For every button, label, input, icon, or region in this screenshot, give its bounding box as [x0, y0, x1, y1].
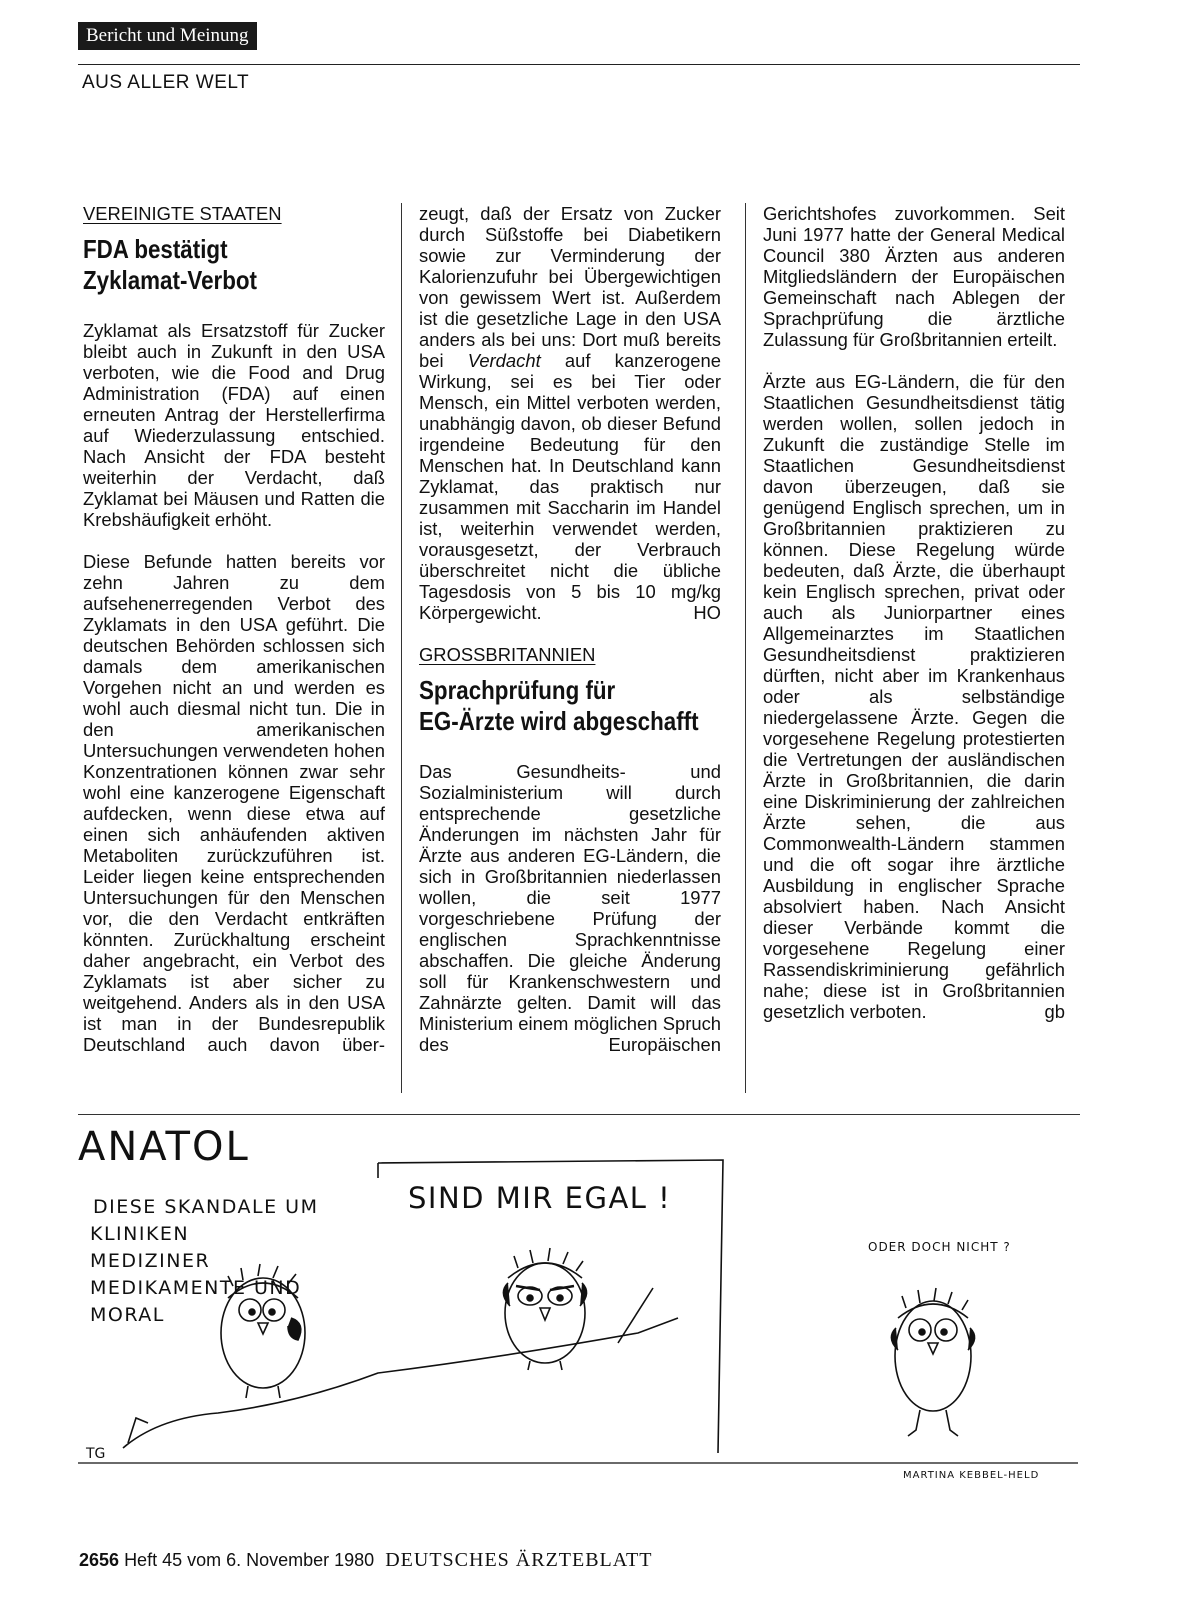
rubric: AUS ALLER WELT [82, 72, 250, 93]
panel1-line5: MORAL [90, 1304, 165, 1326]
section-label: Bericht und Meinung [78, 22, 257, 50]
panel1-line1: DIESE SKANDALE UM [93, 1196, 319, 1218]
article2-country: GROSSBRITANNIEN [419, 644, 596, 665]
comic-title: ANATOL [78, 1124, 250, 1170]
magazine-title: DEUTSCHES ÄRZTEBLATT [385, 1549, 653, 1571]
page-footer [79, 1549, 652, 1572]
issue-info: Heft 45 vom 6. November 1980 [124, 1550, 375, 1570]
owl-right [891, 1288, 974, 1436]
owl-middle [503, 1248, 586, 1370]
article2-paragraph-2: Ärzte aus EG-Ländern, die für den Staatlichen Gesundheitsdienst tätig werden wollen, sollen jedoch in Zukunft die zuständige Stelle im Staatlichen Gesundheitsdienst davon überzeugen, daß sie genügend Englisch sprechen, um in Großbritannien praktizieren zu können. Diese Regelung würde bedeuten, daß Ärzte, die überhaupt kein Englisch sprechen, privat oder auch als Juniorpartner eines Allgemeinarztes im Staatlichen Gesundheitsdienst praktizieren dürften, nicht aber im Krankenhaus oder als selbständige niedergelassene Ärzte. Gegen die vorgesehene Regelung protestierten die Vertretungen der ausländischen Ärzte in Großbritannien, die darin eine Diskriminierung der zahlreichen Ärzte sehen, die aus Commonwealth-Ländern stammen und die oft sogar ihre ärztliche Ausbildung in englischer Sprache absolviert haben. Nach Ansicht dieser Verbände kommt die vorgesehene Regelung einer Rassendiskriminierung gefährlich nahe; diese ist in Großbritannien gesetzlich verboten. [763, 371, 1065, 1022]
panel3-text: ODER DOCH NICHT ? [868, 1240, 1011, 1254]
column-2 [419, 203, 721, 1076]
page-number: 2656 [79, 1550, 120, 1570]
article1-paragraph-2: Diese Befunde hatten bereits vor zehn Jahren zu dem aufsehenerregenden Verbot des Zyklamats in den USA geführt. Die deutschen Behörden schlossen sich damals dem amerikanischen Vorgehen nicht an und werden es wohl auch diesmal nicht tun. Die in den amerikanischen Untersuchungen verwendeten hohen Konzentrationen können zwar sehr wohl eine kanzerogene Eigenschaft aufdecken, wenn diese etwa auf einen sich anhäufenden aktiven Metaboliten zurückzuführen ist. Leider liegen keine entsprechenden Untersuchungen für den Menschen vor, die den Verdacht entkräften könnten. Zurückhaltung erscheint daher angebracht, ein Verbot des Zyklamats ist aber sicher zu weitgehend. Anders als in den USA ist man in der Bundesrepublik Deutschland auch davon über- [83, 551, 385, 1055]
article1-paragraph-1: Zyklamat als Ersatzstoff für Zucker bleibt auch in Zukunft in den USA verboten, wie die Food and Drug Administration (FDA) auf einen erneuten Antrag der Herstellerfirma auf Wiederzulassung entschied. Nach Ansicht der FDA besteht weiterhin der Verdacht, daß Zyklamat bei Mäusen und Ratten die Krebshäufigkeit erhöht. [83, 320, 385, 530]
panel1-line2: KLINIKEN [90, 1223, 190, 1245]
article2-headline [419, 675, 720, 737]
panel1-line3: MEDIZINER [90, 1250, 211, 1272]
branch [123, 1288, 678, 1448]
article1-author: HO [693, 602, 721, 623]
comic-rule [78, 1114, 1080, 1115]
article2-paragraph-1: Das Gesundheits- und Sozialministerium will durch entsprechende gesetzliche Änderungen im nächsten Jahr für Ärzte aus anderen EG-Ländern, die sich in Großbritannien niederlassen wollen, die seit 1977 vorgeschriebene Prüfung der englischen Sprachkenntnisse abschaffen. Die gleiche Änderung soll für Krankenschwestern und Zahnärzte gelten. Damit will das Ministerium einem möglichen Spruch des Europäischen [419, 761, 721, 1055]
panel1-line4: MEDIKAMENTE UND [90, 1277, 302, 1299]
article1-paragraph-3-a: zeugt, daß der Ersatz von Zucker durch Süßstoffe bei Diabetikern sowie zur Verminderung der Kalorienzufuhr bei Übergewichtigen von gewissem Wert ist. Außerdem ist die gesetzliche Lage in den USA anders als bei uns: Dort muß bereits bei [419, 203, 721, 371]
article1-country: VEREINIGTE STAATEN [83, 203, 282, 224]
panel2-text: SIND MIR EGAL ! [408, 1181, 672, 1215]
article1-paragraph-3-b: auf kanzerogene Wirkung, sei es bei Tier oder Mensch, ein Mittel verboten werden, unabhängig davon, ob dieser Befund irgendeine Bedeutung für den Menschen hat. In Deutschland kann Zyklamat, das praktisch nur zusammen mit Saccharin im Handel ist, weiterhin verwendet werden, vorausgesetzt, der Verbrauch überschreitet nicht die übliche Tagesdosis von 5 bis 10 mg/kg Körpergewicht. [419, 350, 721, 623]
column-1 [83, 203, 385, 1076]
comic-initials: TG [86, 1446, 106, 1462]
article2-paragraph-1-cont: Gerichtshofes zuvorkommen. Seit Juni 1977 hatte der General Medical Council 380 Ärzten aus anderen Mitgliedsländern der Europäischen Gemeinschaft nach Ablegen der Sprachprüfung die ärztliche Zulassung für Großbritannien erteilt. [763, 203, 1065, 350]
article1-paragraph-3 [419, 203, 721, 623]
article1-headline-line1: FDA bestätigt [83, 234, 228, 264]
article2-headline-line2: EG-Ärzte wird abgeschafft [419, 706, 699, 736]
comic-artist: MARTINA KEBBEL-HELD [903, 1470, 1040, 1481]
article1-emphasis: Verdacht [467, 350, 541, 371]
comic-drawing [78, 1118, 1080, 1498]
column-3 [763, 203, 1065, 1022]
article1-headline-line2: Zyklamat-Verbot [83, 265, 257, 295]
column-divider [745, 203, 746, 1093]
article2-author: gb [1044, 1001, 1065, 1022]
article1-headline [83, 234, 384, 296]
column-divider [401, 203, 402, 1093]
article2-headline-line1: Sprachprüfung für [419, 675, 616, 705]
comic-strip [78, 1118, 1080, 1498]
branch-twig [128, 1418, 148, 1443]
top-rule [78, 64, 1080, 65]
